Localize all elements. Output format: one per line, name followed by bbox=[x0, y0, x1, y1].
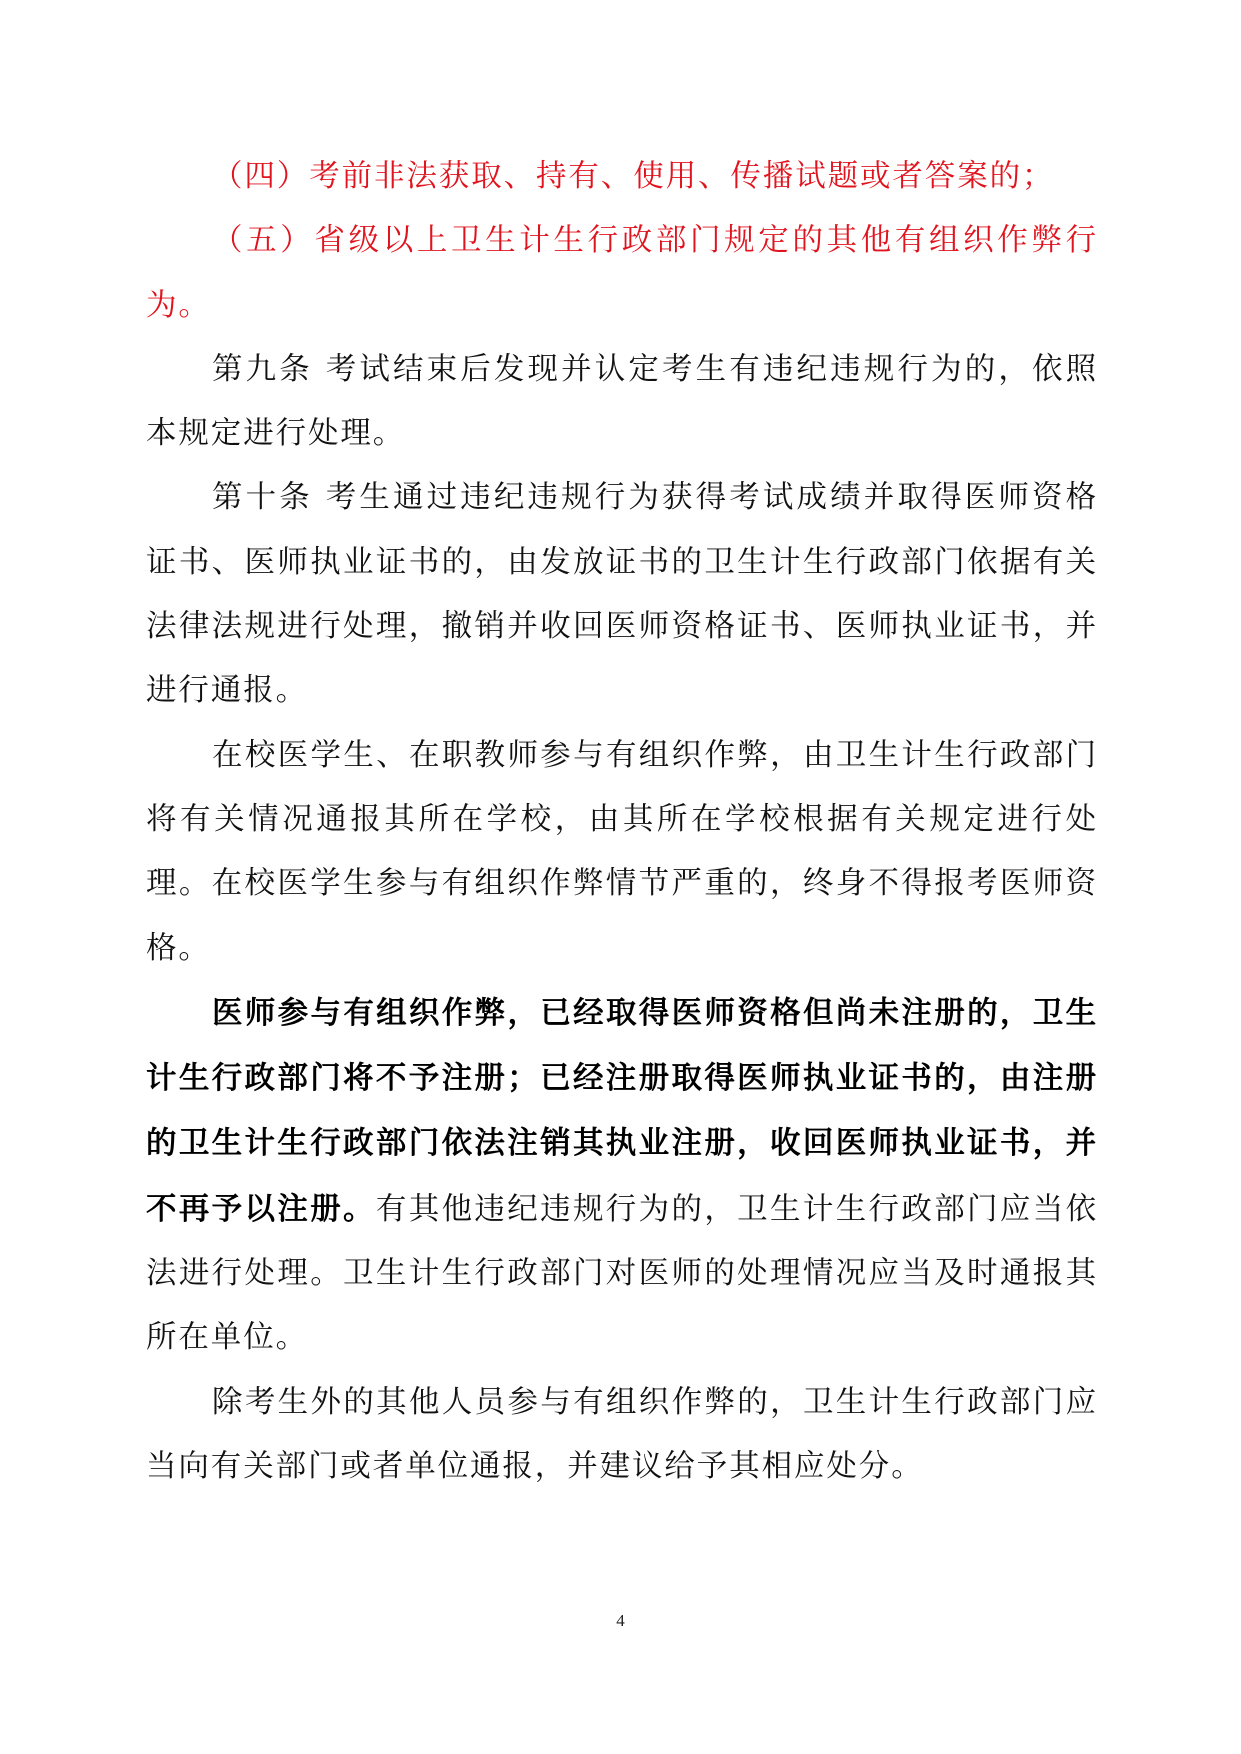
students-teachers-paragraph: 在校医学生、在职教师参与有组织作弊，由卫生计生行政部门将有关情况通报其所在学校，由其所在学校根据有关规定进行处理。在校医学生参与有组织作弊情节严重的，终身不得报考医师资格。 bbox=[146, 737, 1098, 966]
document-body bbox=[146, 145, 1098, 1499]
article-9-paragraph: 第九条 考试结束后发现并认定考生有违纪违规行为的，依照本规定进行处理。 bbox=[146, 351, 1098, 452]
physicians-normal-text: 有其他违纪违规行为的，卫生计生行政部门应当依法进行处理。卫生计生行政部门对医师的处理情况应当及时通报其所在单位。 bbox=[146, 1191, 1098, 1356]
physicians-paragraph bbox=[146, 981, 1098, 1371]
other-personnel-paragraph: 除考生外的其他人员参与有组织作弊的，卫生计生行政部门应当向有关部门或者单位通报，并建议给予其相应处分。 bbox=[146, 1384, 1098, 1484]
page-number: 4 bbox=[616, 1611, 625, 1630]
article-10-paragraph: 第十条 考生通过违纪违规行为获得考试成绩并取得医师资格证书、医师执业证书的，由发放证书的卫生计生行政部门依据有关法律法规进行处理，撤销并收回医师资格证书、医师执业证书，并进行通报。 bbox=[146, 480, 1098, 709]
clause-item-4: （四）考前非法获取、持有、使用、传播试题或者答案的； bbox=[212, 159, 1055, 194]
clause-item-5: （五）省级以上卫生计生行政部门规定的其他有组织作弊行为。 bbox=[146, 223, 1098, 323]
physicians-bold-text: 医师参与有组织作弊，已经取得医师资格但尚未注册的，卫生计生行政部门将不予注册；已经注册取得医师执业证书的，由注册的卫生计生行政部门依法注销其执业注册，收回医师执业证书，并不再予以注册。 bbox=[146, 994, 1098, 1227]
